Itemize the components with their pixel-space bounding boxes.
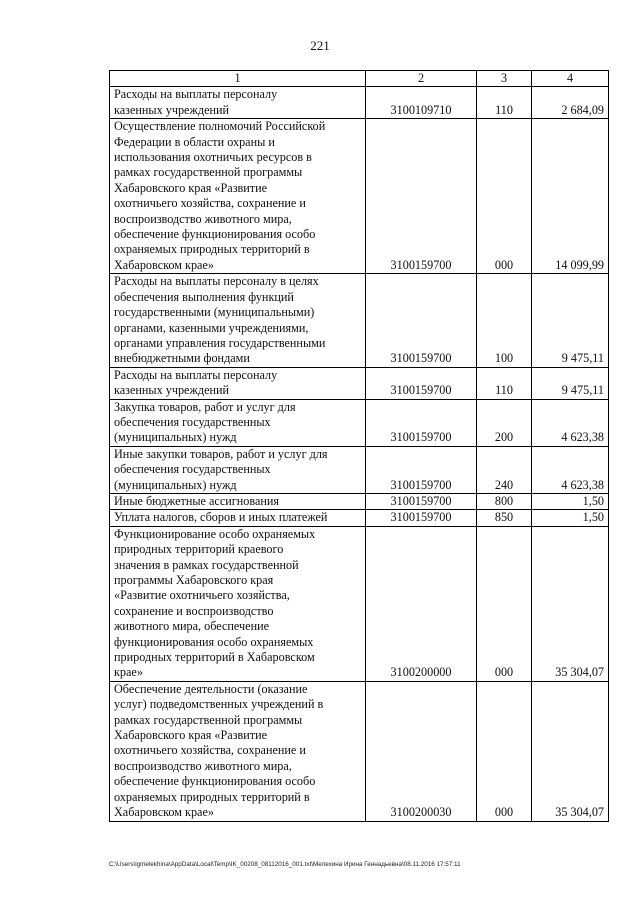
row-name: Расходы на выплаты персоналу в целях обеспечения выполнения функций государственными (муниципальными) органами, казенными учреждениями, органами управления государственными внебюджетными фондами (110, 274, 366, 367)
row-name: Расходы на выплаты персоналу казенных учреждений (110, 87, 366, 119)
row-name: Обеспечение деятельности (оказание услуг) подведомственных учреждений в рамках государственной программы Хабаровского края «Развитие охотничьего хозяйства, сохранение и воспроизводство животного мира, обеспечение функционирования особо охраняемых природных территорий в Хабаровском крае» (110, 681, 366, 821)
table-row (110, 119, 609, 274)
row-amount: 14 099,99 (532, 119, 609, 274)
row-amount: 1,50 (532, 493, 609, 509)
row-code: 3100159700 (366, 399, 477, 446)
table-header-row (110, 71, 609, 87)
table-row (110, 493, 609, 509)
row-type: 850 (477, 510, 532, 526)
row-code: 3100159700 (366, 446, 477, 493)
row-name: Иные бюджетные ассигнования (110, 493, 366, 509)
header-col-3: 3 (477, 71, 532, 87)
row-amount: 2 684,09 (532, 87, 609, 119)
row-type: 200 (477, 399, 532, 446)
budget-table (109, 70, 609, 822)
table-row (110, 399, 609, 446)
row-type: 110 (477, 367, 532, 399)
row-code: 3100159700 (366, 367, 477, 399)
table-row (110, 87, 609, 119)
row-type: 110 (477, 87, 532, 119)
row-amount: 9 475,11 (532, 274, 609, 367)
row-code: 3100159700 (366, 493, 477, 509)
table-row (110, 510, 609, 526)
row-code: 3100200000 (366, 526, 477, 681)
header-col-1: 1 (110, 71, 366, 87)
table-row (110, 526, 609, 681)
row-amount: 4 623,38 (532, 446, 609, 493)
header-col-2: 2 (366, 71, 477, 87)
table-row (110, 681, 609, 821)
row-amount: 4 623,38 (532, 399, 609, 446)
row-name: Закупка товаров, работ и услуг для обеспечения государственных (муниципальных) нужд (110, 399, 366, 446)
row-code: 3100109710 (366, 87, 477, 119)
row-type: 000 (477, 119, 532, 274)
row-name: Осуществление полномочий Российской Федерации в области охраны и использования охотничьих ресурсов в рамках государственной программы Хабаровского края «Развитие охотничьего хозяйства, сохранение и воспроизводство животного мира, обеспечение функционирования особо охраняемых природных территорий в Хабаровском крае» (110, 119, 366, 274)
row-type: 000 (477, 526, 532, 681)
row-amount: 9 475,11 (532, 367, 609, 399)
row-code: 3100159700 (366, 510, 477, 526)
row-amount: 35 304,07 (532, 681, 609, 821)
row-code: 3100159700 (366, 119, 477, 274)
page-number: 221 (310, 38, 330, 53)
footer-file-path: C:\Users\igmelekhina\AppData\Local\Temp\IK_00208_08112016_001.txt\Мелехина Ирина Геннадьевна\08.11.2016 17:57:11 (109, 861, 461, 868)
row-code: 3100159700 (366, 274, 477, 367)
row-amount: 35 304,07 (532, 526, 609, 681)
table-row (110, 367, 609, 399)
row-code: 3100200030 (366, 681, 477, 821)
header-col-4: 4 (532, 71, 609, 87)
row-type: 240 (477, 446, 532, 493)
row-type: 000 (477, 681, 532, 821)
table-row (110, 446, 609, 493)
row-name: Уплата налогов, сборов и иных платежей (110, 510, 366, 526)
row-name: Функционирование особо охраняемых природных территорий краевого значения в рамках государственной программы Хабаровского края «Развитие охотничьего хозяйства, сохранение и воспроизводство животного мира, обеспечение функционирования особо охраняемых природных территорий в Хабаровском крае» (110, 526, 366, 681)
row-type: 800 (477, 493, 532, 509)
row-name: Иные закупки товаров, работ и услуг для обеспечения государственных (муниципальных) нужд (110, 446, 366, 493)
row-type: 100 (477, 274, 532, 367)
row-amount: 1,50 (532, 510, 609, 526)
table-row (110, 274, 609, 367)
row-name: Расходы на выплаты персоналу казенных учреждений (110, 367, 366, 399)
